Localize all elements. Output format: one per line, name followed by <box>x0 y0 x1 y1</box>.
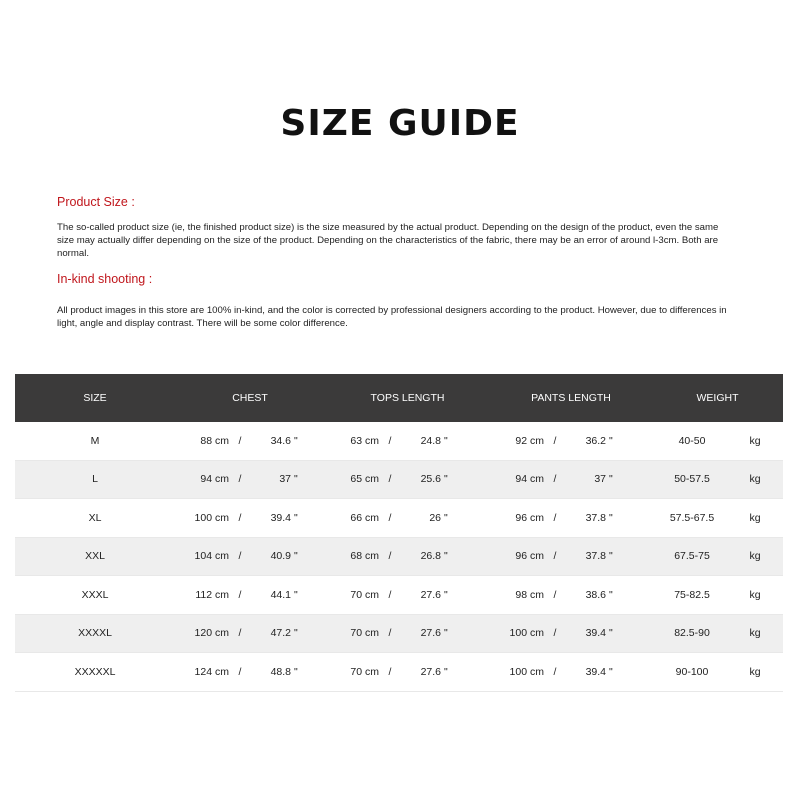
header-tops-length: TOPS LENGTH <box>370 392 445 404</box>
tops-length-cell-cm-value: 66 <box>350 511 363 524</box>
cm-unit: cm <box>530 434 544 447</box>
weight-value: 90-100 <box>675 665 709 678</box>
weight-cell <box>652 550 783 562</box>
inch-unit: " <box>294 511 298 524</box>
tops-length-cell-cm-value: 63 <box>350 434 363 447</box>
pants-length-cell-cm-value: 96 <box>515 511 528 524</box>
size-cell: XL <box>88 511 102 524</box>
pants-length-cell <box>490 627 652 639</box>
weight-value: 57.5-67.5 <box>669 511 715 524</box>
pants-length-cell-cm-value: 100 <box>509 665 528 678</box>
pants-length-cell-cm-value: 94 <box>515 473 528 486</box>
cm-unit: cm <box>215 550 229 563</box>
tops-length-cell <box>325 666 490 678</box>
cm-unit: cm <box>365 434 379 447</box>
separator-slash: / <box>238 550 242 563</box>
tops-length-cell-inch-value: 27.6 <box>420 588 441 601</box>
kg-unit: kg <box>749 550 761 563</box>
chest-cell-inch-value: 48.8 <box>270 665 291 678</box>
tops-length-cell-cm-value: 70 <box>350 627 363 640</box>
tops-length-cell-cm-value: 68 <box>350 550 363 563</box>
size-table <box>15 374 783 692</box>
tops-length-cell <box>325 512 490 524</box>
inch-unit: " <box>294 588 298 601</box>
pants-length-cell-cm-value: 98 <box>515 588 528 601</box>
chest-cell-inch-value: 40.9 <box>270 550 291 563</box>
kg-unit: kg <box>749 665 761 678</box>
size-cell: XXXL <box>81 588 109 601</box>
separator-slash: / <box>553 588 557 601</box>
weight-value: 82.5-90 <box>674 627 710 640</box>
cm-unit: cm <box>215 473 229 486</box>
inch-unit: " <box>444 665 448 678</box>
inch-unit: " <box>609 473 613 486</box>
pants-length-cell <box>490 550 652 562</box>
inch-unit: " <box>609 550 613 563</box>
weight-value: 50-57.5 <box>674 473 710 486</box>
weight-cell <box>652 627 783 639</box>
pants-length-cell <box>490 666 652 678</box>
cm-unit: cm <box>365 550 379 563</box>
separator-slash: / <box>388 550 392 563</box>
pants-length-cell-inch-value: 37.8 <box>585 550 606 563</box>
size-table-body <box>15 422 783 692</box>
product-size-heading: Product Size : <box>57 195 135 209</box>
cm-unit: cm <box>365 511 379 524</box>
cm-unit: cm <box>530 588 544 601</box>
chest-cell-inch-value: 44.1 <box>270 588 291 601</box>
table-row <box>15 576 783 615</box>
tops-length-cell-inch-value: 26 <box>429 511 441 524</box>
inch-unit: " <box>294 473 298 486</box>
separator-slash: / <box>238 473 242 486</box>
weight-value: 75-82.5 <box>674 588 710 601</box>
chest-cell-inch-value: 37 <box>279 473 291 486</box>
size-cell: XXL <box>85 550 105 563</box>
separator-slash: / <box>238 665 242 678</box>
weight-cell <box>652 435 783 447</box>
size-cell: L <box>92 473 98 486</box>
tops-length-cell-cm-value: 70 <box>350 588 363 601</box>
tops-length-cell <box>325 589 490 601</box>
separator-slash: / <box>553 434 557 447</box>
tops-length-cell <box>325 550 490 562</box>
inch-unit: " <box>609 511 613 524</box>
cm-unit: cm <box>530 511 544 524</box>
chest-cell <box>175 512 325 524</box>
inch-unit: " <box>294 627 298 640</box>
tops-length-cell-inch-value: 26.8 <box>420 550 441 563</box>
inch-unit: " <box>444 627 448 640</box>
separator-slash: / <box>553 665 557 678</box>
tops-length-cell <box>325 473 490 485</box>
table-row <box>15 615 783 654</box>
kg-unit: kg <box>749 473 761 486</box>
cm-unit: cm <box>215 511 229 524</box>
cm-unit: cm <box>530 473 544 486</box>
pants-length-cell-inch-value: 39.4 <box>585 627 606 640</box>
separator-slash: / <box>238 627 242 640</box>
inch-unit: " <box>294 550 298 563</box>
separator-slash: / <box>238 588 242 601</box>
tops-length-cell-inch-value: 24.8 <box>420 434 441 447</box>
pants-length-cell <box>490 589 652 601</box>
pants-length-cell-cm-value: 92 <box>515 434 528 447</box>
separator-slash: / <box>553 511 557 524</box>
table-row <box>15 538 783 577</box>
inch-unit: " <box>294 665 298 678</box>
inch-unit: " <box>609 588 613 601</box>
inch-unit: " <box>609 665 613 678</box>
cm-unit: cm <box>365 665 379 678</box>
tops-length-cell-cm-value: 70 <box>350 665 363 678</box>
cm-unit: cm <box>365 627 379 640</box>
size-cell: XXXXL <box>78 627 112 640</box>
size-table-header <box>15 374 783 422</box>
kg-unit: kg <box>749 434 761 447</box>
chest-cell <box>175 550 325 562</box>
cm-unit: cm <box>365 473 379 486</box>
product-size-text: The so-called product size (ie, the finished product size) is the size measured by the actual product. Depending on the design of the product, even the same size may actually differ depending on the size of the product. Depending on the characteristics of the fabric, there may be an error of around l-3cm. Both are normal. <box>57 222 719 259</box>
weight-cell <box>652 589 783 601</box>
inch-unit: " <box>444 550 448 563</box>
chest-cell <box>175 627 325 639</box>
weight-value: 40-50 <box>678 434 706 447</box>
separator-slash: / <box>388 473 392 486</box>
header-pants-length: PANTS LENGTH <box>531 392 611 404</box>
tops-length-cell <box>325 435 490 447</box>
inch-unit: " <box>444 588 448 601</box>
inch-unit: " <box>609 434 613 447</box>
chest-cell <box>175 589 325 601</box>
cm-unit: cm <box>530 550 544 563</box>
separator-slash: / <box>388 588 392 601</box>
pants-length-cell-cm-value: 100 <box>509 627 528 640</box>
tops-length-cell-inch-value: 27.6 <box>420 627 441 640</box>
chest-cell-cm-value: 104 <box>194 550 213 563</box>
chest-cell <box>175 666 325 678</box>
size-cell: M <box>90 434 100 447</box>
chest-cell <box>175 435 325 447</box>
separator-slash: / <box>553 550 557 563</box>
pants-length-cell-cm-value: 96 <box>515 550 528 563</box>
in-kind-shooting-text: All product images in this store are 100% in-kind, and the color is corrected by professional designers according to the product. However, due to differences in light, angle and display contrast. There will be some color difference. <box>57 305 727 329</box>
cm-unit: cm <box>530 627 544 640</box>
kg-unit: kg <box>749 627 761 640</box>
chest-cell-cm-value: 124 <box>194 665 213 678</box>
separator-slash: / <box>388 434 392 447</box>
table-row <box>15 422 783 461</box>
table-row <box>15 461 783 500</box>
page-title: SIZE GUIDE <box>280 103 520 144</box>
chest-cell-cm-value: 94 <box>200 473 213 486</box>
pants-length-cell <box>490 473 652 485</box>
tops-length-cell-inch-value: 25.6 <box>420 473 441 486</box>
inch-unit: " <box>444 511 448 524</box>
pants-length-cell <box>490 512 652 524</box>
chest-cell-cm-value: 100 <box>194 511 213 524</box>
inch-unit: " <box>609 627 613 640</box>
chest-cell-cm-value: 112 <box>195 588 213 601</box>
inch-unit: " <box>294 434 298 447</box>
chest-cell <box>175 473 325 485</box>
cm-unit: cm <box>365 588 379 601</box>
separator-slash: / <box>553 627 557 640</box>
weight-cell <box>652 666 783 678</box>
cm-unit: cm <box>215 665 229 678</box>
separator-slash: / <box>388 627 392 640</box>
kg-unit: kg <box>749 511 761 524</box>
weight-value: 67.5-75 <box>674 550 710 563</box>
pants-length-cell-inch-value: 37 <box>594 473 606 486</box>
header-weight: WEIGHT <box>696 392 739 404</box>
table-row <box>15 653 783 692</box>
pants-length-cell-inch-value: 36.2 <box>585 434 606 447</box>
separator-slash: / <box>553 473 557 486</box>
tops-length-cell-cm-value: 65 <box>350 473 363 486</box>
header-chest: CHEST <box>232 392 268 404</box>
tops-length-cell <box>325 627 490 639</box>
header-size: SIZE <box>83 392 107 404</box>
pants-length-cell <box>490 435 652 447</box>
kg-unit: kg <box>749 588 761 601</box>
chest-cell-cm-value: 88 <box>200 434 213 447</box>
chest-cell-inch-value: 39.4 <box>270 511 291 524</box>
inch-unit: " <box>444 434 448 447</box>
size-cell: XXXXXL <box>74 665 116 678</box>
pants-length-cell-inch-value: 39.4 <box>585 665 606 678</box>
separator-slash: / <box>388 511 392 524</box>
inch-unit: " <box>444 473 448 486</box>
separator-slash: / <box>238 434 242 447</box>
table-row <box>15 499 783 538</box>
tops-length-cell-inch-value: 27.6 <box>420 665 441 678</box>
cm-unit: cm <box>215 588 229 601</box>
in-kind-shooting-heading: In-kind shooting : <box>57 272 153 286</box>
separator-slash: / <box>238 511 242 524</box>
pants-length-cell-inch-value: 38.6 <box>585 588 606 601</box>
cm-unit: cm <box>530 665 544 678</box>
pants-length-cell-inch-value: 37.8 <box>585 511 606 524</box>
chest-cell-inch-value: 34.6 <box>270 434 291 447</box>
chest-cell-cm-value: 120 <box>194 627 213 640</box>
weight-cell <box>652 473 783 485</box>
chest-cell-inch-value: 47.2 <box>270 627 291 640</box>
separator-slash: / <box>388 665 392 678</box>
cm-unit: cm <box>215 434 229 447</box>
weight-cell <box>652 512 783 524</box>
cm-unit: cm <box>215 627 229 640</box>
